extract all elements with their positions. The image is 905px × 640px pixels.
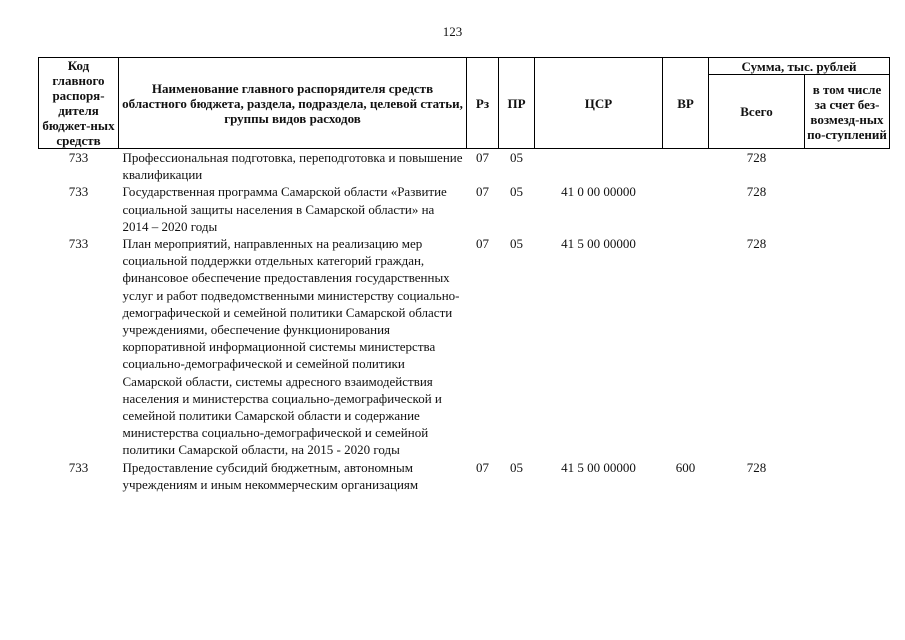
header-csr: ЦСР <box>535 58 663 149</box>
header-vr: ВР <box>663 58 709 149</box>
page-number: 123 <box>442 24 463 39</box>
table-row <box>39 183 890 235</box>
budget-table <box>38 57 890 495</box>
row-total: 728 <box>746 236 767 252</box>
row-code: 733 <box>68 236 89 252</box>
row-pr: 05 <box>510 184 523 200</box>
row-incl <box>805 235 890 459</box>
row-incl <box>805 183 890 235</box>
table-header <box>39 58 890 149</box>
header-incl: в том числе за счет без-возмезд-ных по-ступлений <box>805 75 890 149</box>
header-total: Всего <box>709 75 805 149</box>
row-total: 728 <box>746 459 767 475</box>
row-name: План мероприятий, направленных на реализацию мер социальной поддержки отдельных категорий граждан, финансовое обеспечение предоставления государственных услуг и работ подведомственными министерству социально-демографической и семейной политики Самарской области учреждениями, обеспечение функционирования корпоративной информационной системы министерства социально-демографической и семейной политики Самарской области, системы адресного взаимодействия населения и министерства социально-демографической и семейной политики Самарской области и содержание министерства социально-демографической и семейной политики Самарской области, на 2015 - 2020 годы <box>122 236 460 458</box>
row-pr: 05 <box>510 236 523 252</box>
row-rz: 07 <box>476 236 489 252</box>
row-code: 733 <box>68 184 89 200</box>
row-code: 733 <box>68 150 89 165</box>
row-total: 728 <box>746 184 767 200</box>
row-csr: 41 5 00 00000 <box>561 459 636 475</box>
row-rz: 07 <box>476 184 489 200</box>
header-rz: Рз <box>467 58 499 149</box>
row-csr: 41 5 00 00000 <box>561 236 636 252</box>
row-csr <box>535 149 663 184</box>
row-pr: 05 <box>510 150 523 165</box>
row-incl <box>805 459 890 495</box>
row-total: 728 <box>746 150 767 165</box>
table-row <box>39 459 890 495</box>
header-code: Код главного распоря-дителя бюджет-ных средств <box>39 58 119 149</box>
row-pr: 05 <box>510 459 523 475</box>
row-incl <box>805 149 890 184</box>
table-row <box>39 149 890 184</box>
row-name: Предоставление субсидий бюджетным, автономным учреждениям и иным некоммерческим организациям <box>122 459 419 492</box>
row-vr <box>663 183 709 235</box>
row-rz: 07 <box>476 150 489 165</box>
table-row <box>39 235 890 459</box>
table-body <box>39 149 890 496</box>
row-rz: 07 <box>476 459 489 475</box>
header-sum: Сумма, тыс. рублей <box>709 58 890 75</box>
row-code: 733 <box>68 459 89 475</box>
row-vr <box>663 149 709 184</box>
row-name: Профессиональная подготовка, переподготовка и повышение квалификации <box>122 150 463 183</box>
header-name: Наименование главного распорядителя средств областного бюджета, раздела, подраздела, целевой статьи, группы видов расходов <box>119 58 467 149</box>
row-name: Государственная программа Самарской области «Развитие социальной защиты населения в Самарской области» на 2014 – 2020 годы <box>122 184 447 234</box>
header-pr: ПР <box>499 58 535 149</box>
row-vr: 600 <box>675 459 696 475</box>
row-csr: 41 0 00 00000 <box>561 184 636 200</box>
row-vr <box>663 235 709 459</box>
